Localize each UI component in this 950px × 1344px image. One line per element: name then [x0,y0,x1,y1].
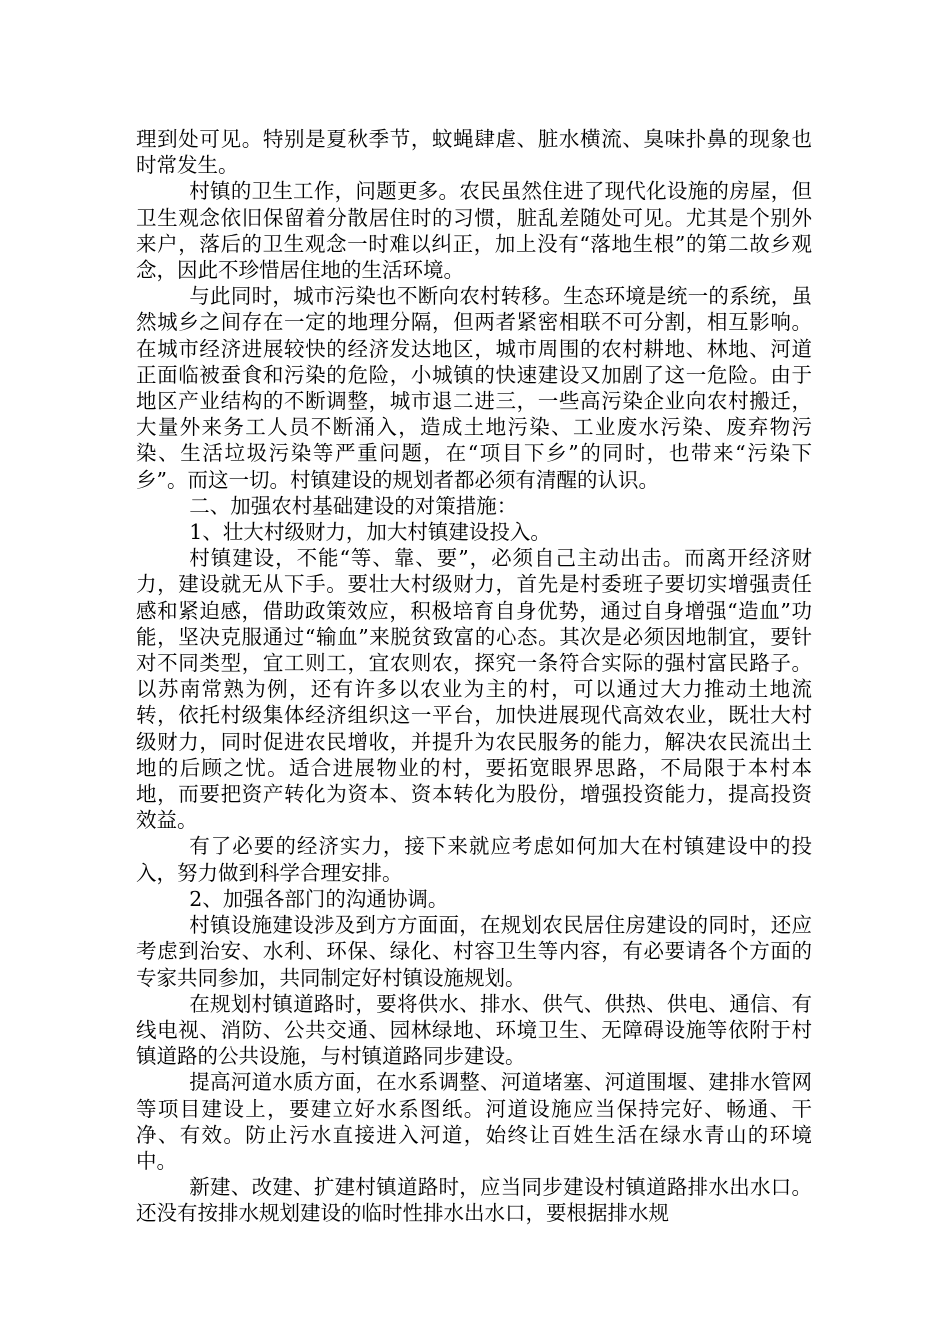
section-heading-measures: 二、加强农村基础建设的对策措施： [189,493,518,518]
paragraph-village-finance: 村镇建设，不能“等、靠、要”，必须自己主动出击。而离开经济财力，建设就无从下手。要壮大村级财力，首先是村委班子要切实增强责任感和紧迫感，借助政策效应，积极培育自身优势，通过自身增强“造血”功能，坚决克服通过“输血”来脱贫致富的心态。其次是必须因地制宜，要针对不同类型，宜工则工，宜农则农，探究一条符合实际的强村富民路子。以苏南常熟为例，还有许多以农业为主的村，可以通过大力推动土地流转，依托村级集体经济组织这一平台，加快进展现代高效农业，既壮大村级财力，同时促进农民增收，并提升为农民服务的能力，解决农民流出土地的后顾之忧。适合进展物业的村，要拓宽眼界思路，不局限于本村本地，而要把资产转化为资本、资本转化为股份，增强投资能力，提高投资效益。 [136,546,812,833]
paragraph-road-planning: 在规划村镇道路时，要将供水、排水、供气、供热、供电、通信、有线电视、消防、公共交通、园林绿地、环境卫生、无障碍设施等依附于村镇道路的公共设施，与村镇道路同步建设。 [136,991,812,1069]
paragraph-facility-planning: 村镇设施建设涉及到方方面面，在规划农民居住房建设的同时，还应考虑到治安、水利、环保、绿化、村容卫生等内容，有必要请各个方面的专家共同参加，共同制定好村镇设施规划。 [136,913,812,990]
paragraph-river-quality: 提高河道水质方面，在水系调整、河道堵塞、河道围堰、建排水管网等项目建设上，要建立好水系图纸。河道设施应当保持完好、畅通、干净、有效。防止污水直接进入河道，始终让百姓生活在绿水青山的环境中。 [136,1070,812,1173]
document-body [136,126,812,1227]
subheading-village-finance: 1、壮大村级财力，加大村镇建设投入。 [189,520,551,545]
paragraph-village-sanitation: 村镇的卫生工作，问题更多。农民虽然住进了现代化设施的房屋，但卫生观念依旧保留着分散居住时的习惯，脏乱差随处可见。尤其是个别外来户，落后的卫生观念一时难以纠正，加上没有“落地生根”的第二故乡观念，因此不珍惜居住地的生活环境。 [136,179,812,283]
paragraph-drainage-outlets: 新建、改建、扩建村镇道路时，应当同步建设村镇道路排水出水口。还没有按排水规划建设的临时性排水出水口，要根据排水规 [136,1175,812,1226]
paragraph-continued: 理到处可见。特别是夏秋季节，蚊蝇肆虐、脏水横流、臭味扑鼻的现象也时常发生。 [136,127,812,178]
paragraph-urban-pollution: 与此同时，城市污染也不断向农村转移。生态环境是统一的系统，虽然城乡之间存在一定的地理分隔，但两者紧密相联不可分割，相互影响。在城市经济进展较快的经济发达地区，城市周围的农村耕地、林地、河道正面临被蚕食和污染的危险，小城镇的快速建设又加剧了这一危险。由于地区产业结构的不断调整，城市退二进三，一些高污染企业向农村搬迁，大量外来务工人员不断涌入，造成土地污染、工业废水污染、废弃物污染、生活垃圾污染等严重问题，在“项目下乡”的同时，也带来“污染下乡”。而这一切。村镇建设的规划者都必须有清醒的认识。 [136,284,812,492]
paragraph-investment: 有了必要的经济实力，接下来就应考虑如何加大在村镇建设中的投入，努力做到科学合理安排。 [136,834,812,885]
subheading-coordination: 2、加强各部门的沟通协调。 [189,886,449,911]
